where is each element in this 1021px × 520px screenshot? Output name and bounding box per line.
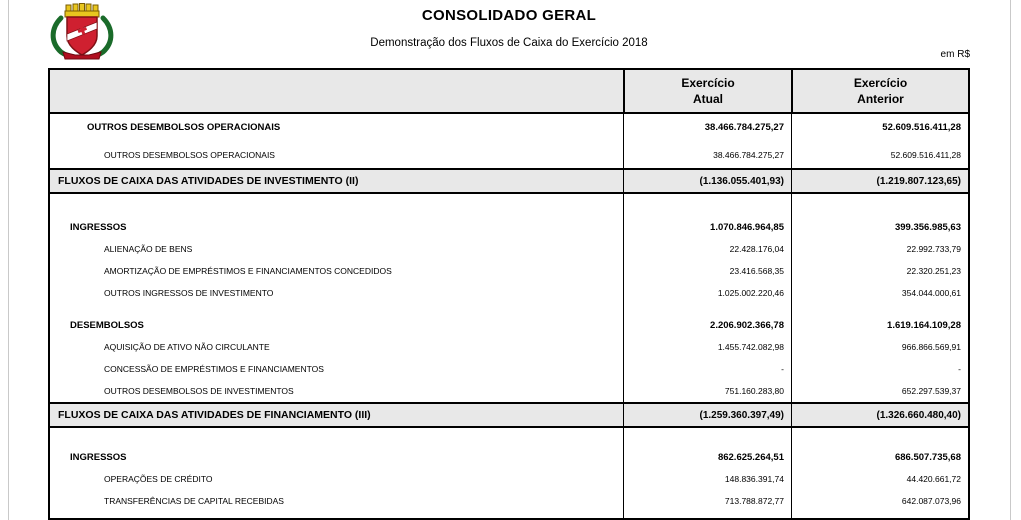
row-value-exercicio-anterior: 1.619.164.109,28 [791,314,968,336]
row-label: TRANSFERÊNCIAS DE CAPITAL RECEBIDAS [104,496,284,506]
row-value-exercicio-anterior: 642.087.073,96 [791,490,968,512]
row-value-exercicio-anterior [791,304,968,314]
row-label [50,428,623,446]
table-row [50,168,968,194]
header-exercicio-atual [623,70,791,112]
table-row [50,358,968,380]
header-exercicio-atual-line1: Exercício [681,75,735,90]
row-value-exercicio-atual [623,194,791,216]
row-label [50,194,623,216]
row-value-exercicio-atual: 862.625.264,51 [623,446,791,468]
row-label: FLUXOS DE CAIXA DAS ATIVIDADES DE INVESTIMENTO (II) [58,175,359,187]
row-value-exercicio-atual [623,512,791,518]
row-value-exercicio-atual: 38.466.784.275,27 [623,114,791,141]
row-value-exercicio-anterior: 354.044.000,61 [791,282,968,304]
row-value-exercicio-atual: 148.836.391,74 [623,468,791,490]
header-exercicio-anterior-line2: Anterior [857,92,904,106]
row-label [50,512,623,518]
row-label: OPERAÇÕES DE CRÉDITO [104,474,213,484]
row-value-exercicio-anterior: 966.866.569,91 [791,336,968,358]
row-value-exercicio-anterior: 44.420.661,72 [791,468,968,490]
table-row [50,512,968,518]
row-label: CONCESSÃO DE EMPRÉSTIMOS E FINANCIAMENTOS [104,364,324,374]
table-row [50,260,968,282]
row-value-exercicio-atual: 38.466.784.275,27 [623,141,791,168]
header-exercicio-anterior [791,70,968,112]
table-row [50,238,968,260]
row-value-exercicio-atual: 22.428.176,04 [623,238,791,260]
row-value-exercicio-anterior: 52.609.516.411,28 [791,114,968,141]
row-value-exercicio-anterior: 22.992.733,79 [791,238,968,260]
row-value-exercicio-atual: 713.788.872,77 [623,490,791,512]
table-row [50,336,968,358]
header-label-cell [50,70,623,112]
table-row [50,468,968,490]
row-value-exercicio-anterior: 652.297.539,37 [791,380,968,402]
row-label: OUTROS DESEMBOLSOS DE INVESTIMENTOS [104,386,294,396]
row-value-exercicio-atual [623,428,791,446]
row-value-exercicio-anterior: 399.356.985,63 [791,216,968,238]
row-value-exercicio-atual: 2.206.902.366,78 [623,314,791,336]
table-row [50,304,968,314]
row-value-exercicio-anterior: 52.609.516.411,28 [791,141,968,168]
row-label: OUTROS DESEMBOLSOS OPERACIONAIS [104,149,275,160]
row-label: INGRESSOS [70,451,127,463]
table-header-row [50,70,968,114]
row-value-exercicio-anterior: (1.219.807.123,65) [791,170,968,192]
row-value-exercicio-atual: 1.025.002.220,46 [623,282,791,304]
row-label: OUTROS DESEMBOLSOS OPERACIONAIS [87,122,281,133]
page-left-border [8,0,9,520]
row-value-exercicio-anterior [791,512,968,518]
row-label: AQUISIÇÃO DE ATIVO NÃO CIRCULANTE [104,342,270,352]
row-label: INGRESSOS [70,221,127,233]
table-row [50,141,968,168]
table-row [50,282,968,304]
page-right-border [1010,0,1011,520]
header-exercicio-anterior-line1: Exercício [853,75,908,90]
row-label: DESEMBOLSOS [70,319,144,331]
table-row [50,446,968,468]
row-label: AMORTIZAÇÃO DE EMPRÉSTIMOS E FINANCIAMENTOS CONCEDIDOS [104,266,392,276]
currency-note: em R$ [940,49,970,60]
row-value-exercicio-anterior [791,428,968,446]
table-row [50,114,968,141]
row-value-exercicio-atual [623,304,791,314]
table-row [50,314,968,336]
row-label: FLUXOS DE CAIXA DAS ATIVIDADES DE FINANCIAMENTO (III) [58,409,371,421]
row-value-exercicio-anterior: - [791,358,968,380]
page-subtitle: Demonstração dos Fluxos de Caixa do Exercício 2018 [370,37,648,49]
row-label [50,304,623,314]
table-row [50,428,968,446]
row-value-exercicio-atual: 751.160.283,80 [623,380,791,402]
page-title: CONSOLIDADO GERAL [421,7,597,24]
row-value-exercicio-anterior [791,194,968,216]
row-value-exercicio-anterior: (1.326.660.480,40) [791,404,968,426]
table-row [50,194,968,216]
table-row [50,380,968,402]
row-value-exercicio-atual: (1.259.360.397,49) [623,404,791,426]
table-row [50,402,968,428]
row-value-exercicio-atual: 23.416.568,35 [623,260,791,282]
cash-flow-table [48,68,970,520]
row-value-exercicio-atual: - [623,358,791,380]
row-value-exercicio-atual: 1.070.846.964,85 [623,216,791,238]
header-exercicio-atual-line2: Atual [693,92,723,106]
row-value-exercicio-atual: (1.136.055.401,93) [623,170,791,192]
row-value-exercicio-anterior: 22.320.251,23 [791,260,968,282]
row-label: OUTROS INGRESSOS DE INVESTIMENTO [104,288,274,298]
row-label: ALIENAÇÃO DE BENS [104,244,193,254]
row-value-exercicio-atual: 1.455.742.082,98 [623,336,791,358]
row-value-exercicio-anterior: 686.507.735,68 [791,446,968,468]
table-body [50,114,968,518]
table-row [50,490,968,512]
table-row [50,216,968,238]
